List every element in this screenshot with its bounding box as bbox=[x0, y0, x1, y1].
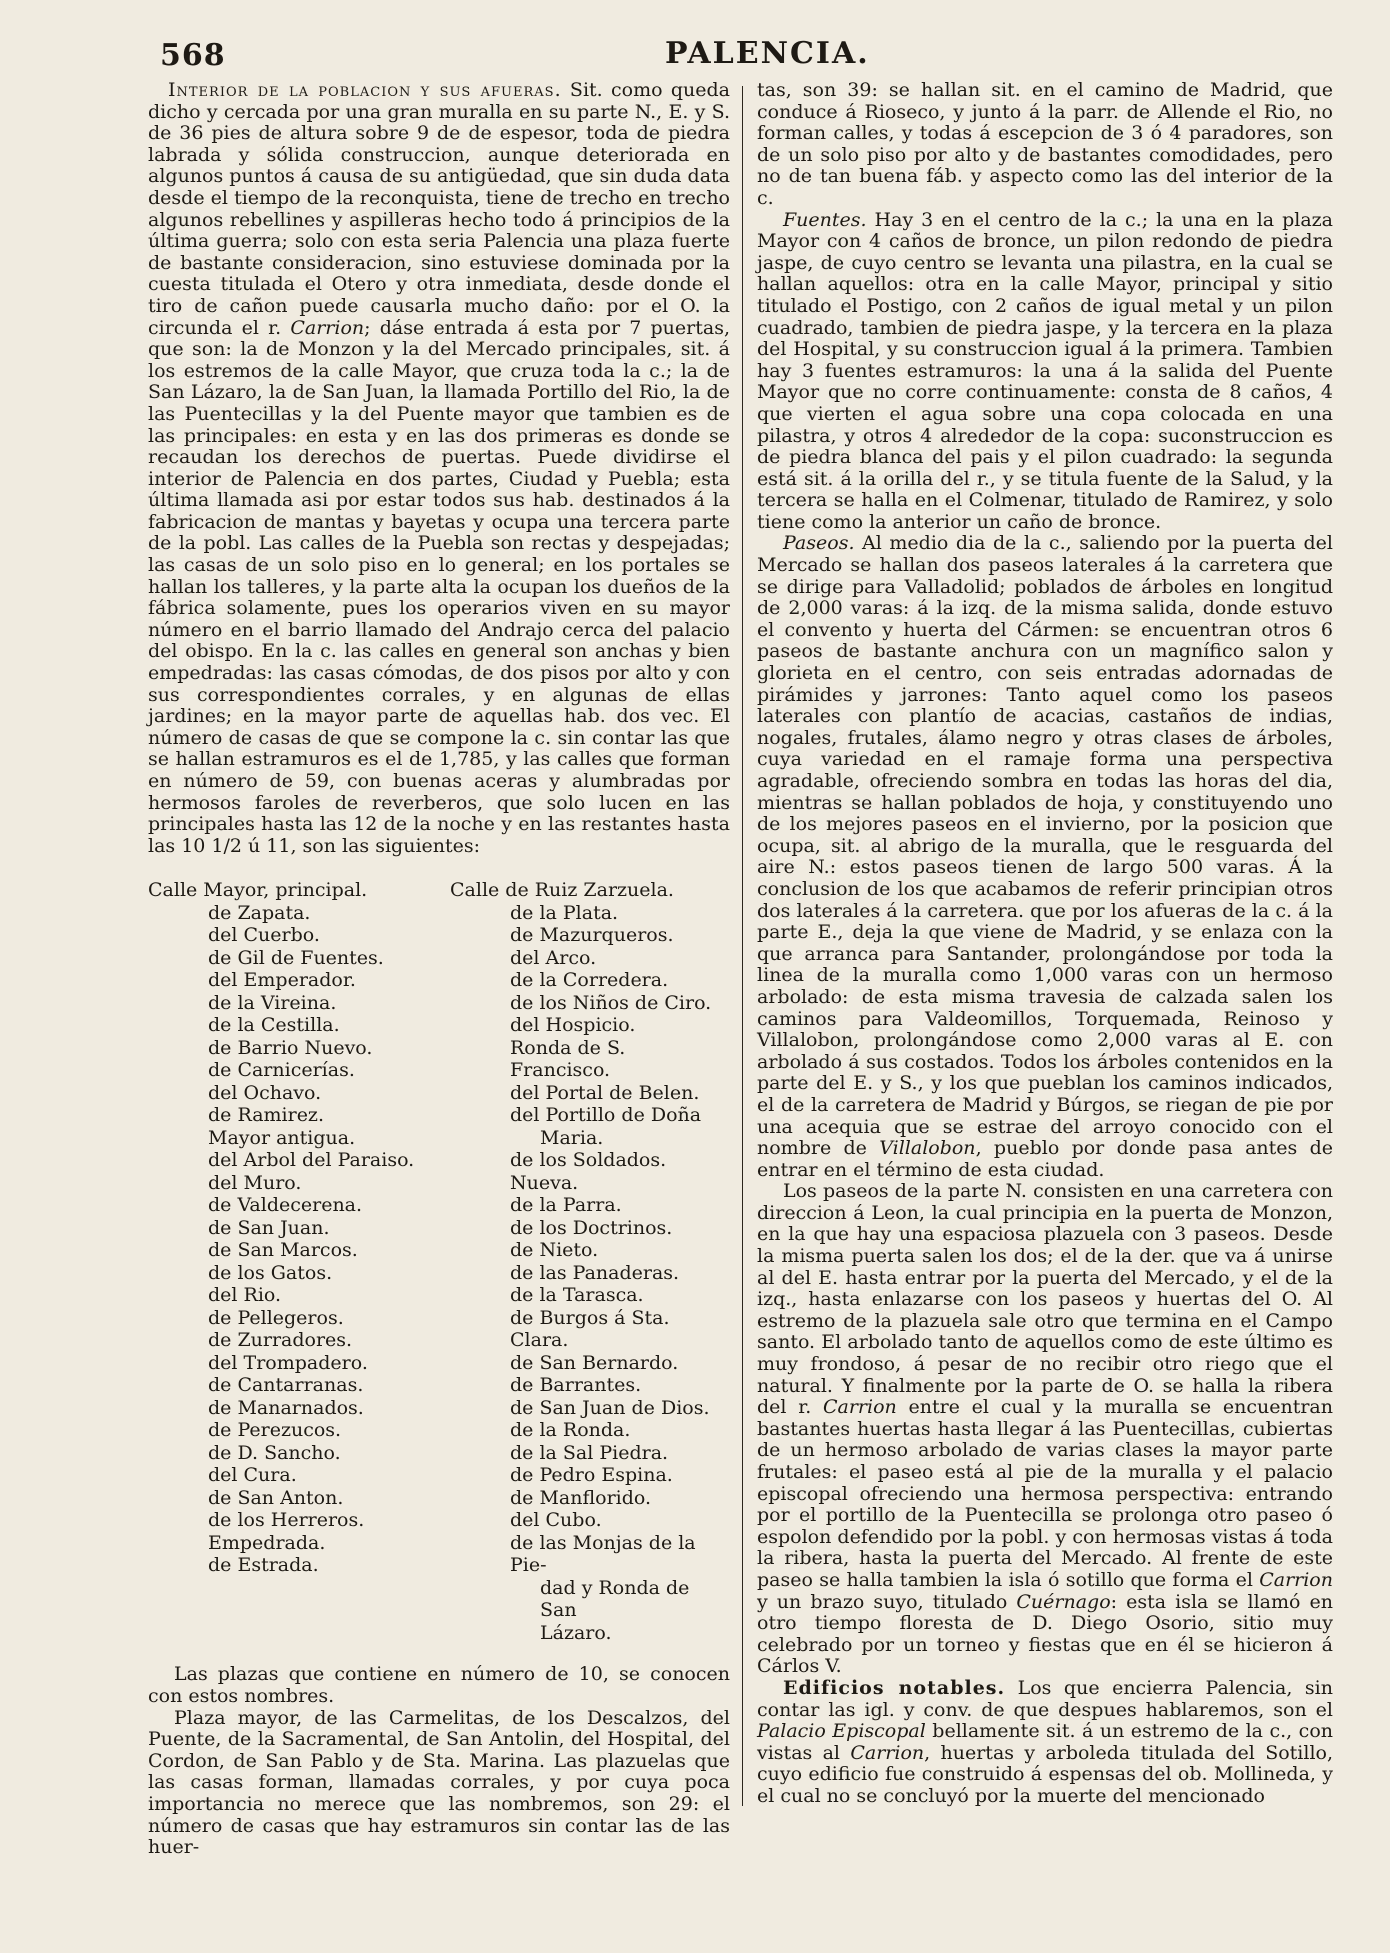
street-item: del Arco. bbox=[510, 946, 597, 969]
street-item: de la Plata. bbox=[510, 901, 619, 924]
street-item: de Barrantes. bbox=[510, 1374, 642, 1397]
street-item: Ronda de S. Francisco. bbox=[510, 1036, 626, 1082]
street-item: de San Juan. bbox=[208, 1216, 330, 1239]
page-number: 568 bbox=[160, 38, 226, 73]
street-item: del Cubo. bbox=[510, 1509, 602, 1532]
section-heading-paseos: Paseos. bbox=[783, 532, 855, 555]
street-list-column-1 bbox=[148, 879, 450, 1644]
street-item: de Valdecerena. bbox=[208, 1194, 363, 1217]
section-heading-fuentes: Fuentes. bbox=[783, 208, 867, 231]
street-item: de la Tarasca. bbox=[510, 1284, 644, 1307]
street-item: de los Gatos. bbox=[208, 1261, 333, 1284]
street-item: de Pellegeros. bbox=[208, 1306, 344, 1329]
street-item: de la Parra. bbox=[510, 1194, 622, 1217]
street-item: de la Vireina. bbox=[208, 991, 337, 1014]
street-item: del Trompadero. bbox=[208, 1351, 368, 1374]
street-item: Calle de Ruiz Zarzuela. bbox=[450, 879, 674, 902]
street-item: de Zapata. bbox=[208, 901, 311, 924]
street-item: de la Cestilla. bbox=[208, 1014, 340, 1037]
street-item: de Estrada. bbox=[208, 1554, 319, 1577]
street-item: Lázaro. bbox=[540, 1621, 612, 1644]
paragraph-plazas-intro: Las plazas que contiene en número de 10, se conocen con estos nombres. bbox=[148, 1663, 730, 1707]
street-item: de Cantarranas. bbox=[208, 1374, 364, 1397]
street-list-column-2 bbox=[450, 879, 730, 1644]
column-divider bbox=[742, 86, 743, 1806]
street-item: del Ochavo. bbox=[208, 1081, 322, 1104]
street-item: Empedrada. bbox=[208, 1531, 326, 1554]
street-item: de los Herreros. bbox=[208, 1509, 365, 1532]
street-item: de Mazurqueros. bbox=[510, 924, 674, 947]
left-column bbox=[148, 80, 730, 1859]
street-item: de los Niños de Ciro. bbox=[510, 991, 712, 1014]
street-item: de San Bernardo. bbox=[510, 1351, 679, 1374]
street-item: del Muro. bbox=[208, 1171, 302, 1194]
street-item: del Portillo de Doña bbox=[510, 1104, 702, 1127]
paragraph-paseos-norte: Los paseos de la parte N. consisten en una carretera con direccion á Leon, la cual principia en la puerta de Monzon, en la que hay una espaciosa plazuela con 3 paseos. Desde la misma puerta salen los dos; el de la der. que va á unirse al del E. hasta entrar por la puerta del Mercado, y el de la izq., hasta enlazarse con los paseos y huertas del O. Al estremo de la plazuela sale otro que termina en el Campo santo. El arbolado tanto de aquellos como de este último es muy frondoso, á pesar de no recibir otro riego que el natural. Y finalmente por la parte de O. se halla la ribera del r. Carrion entre el cual y la muralla se encuentran bastantes huertas hasta llegar á las Puentecillas, cubiertas de un hermoso arbolado de varias clases la mayor parte frutales: el paseo está al pie de la muralla y el palacio episcopal ofreciendo una hermosa perspectiva: entrando por el portillo de la Puentecilla se prolonga otro paseo ó espolon defendido por la pobl. y con hermosas vistas á toda la ribera, hasta la puerta del Mercado. Al frente de este paseo se halla tambien la isla ó sotillo que forma el Carrion y un brazo suyo, titulado Cuérnago: esta isla se llamó en otro tiempo floresta de D. Diego Osorio, sitio muy celebrado por un torneo y fiestas que en él se hicieron á Cárlos V. bbox=[757, 1180, 1334, 1678]
street-item: de Manarnados. bbox=[208, 1396, 364, 1419]
street-item: de Carnicerías. bbox=[208, 1059, 355, 1082]
street-item: de la Ronda. bbox=[510, 1419, 631, 1442]
street-item: de Pedro Espina. bbox=[510, 1464, 673, 1487]
street-item: Mayor antigua. bbox=[208, 1126, 356, 1149]
street-item: de Zurradores. bbox=[208, 1329, 353, 1352]
street-item: de D. Sancho. bbox=[208, 1441, 341, 1464]
street-item: de la Sal Piedra. bbox=[510, 1441, 669, 1464]
street-item: Calle Mayor, principal. bbox=[148, 879, 368, 902]
street-item: de Gil de Fuentes. bbox=[208, 946, 384, 969]
street-item: de Perezucos. bbox=[208, 1419, 342, 1442]
street-item: de Ramirez. bbox=[208, 1104, 324, 1127]
paragraph-plazas-list: Plaza mayor, de las Carmelitas, de los Descalzos, del Puente, de la Sacramental, de San Antolin, del Hospital, del Cordon, de San Pablo y de Sta. Marina. Las plazuelas que las casas forman, llamadas corrales, y por cuya poca importancia no merece que las nombremos, son 29: el número de casas que hay estramuros sin contar las de las huer- bbox=[148, 1706, 730, 1859]
street-item: de San Marcos. bbox=[208, 1239, 358, 1262]
street-item: Maria. bbox=[540, 1126, 604, 1149]
paragraph-paseos: Paseos. Al medio dia de la c., saliendo por la puerta del Mercado se hallan dos paseos laterales á la carretera que se dirige para Valladolid; poblados de árboles en longitud de 2,000 varas: á la izq. de la misma salida, donde estuvo el convento y huerta del Cármen: se encuentran otros 6 paseos de bastante anchura con un magnífico salon y glorieta en el centro, con seis entradas adornadas de pirámides y jarrones: Tanto aquel como los paseos laterales con plantío de acacias, castaños de indias, nogales, frutales, álamo negro y otras clases de árboles, cuya variedad en el ramaje forma una perspectiva agradable, ofreciendo sombra en todas las horas del dia, mientras se hallan poblados de hoja, y constituyendo uno de los mejores paseos en el invierno, por la posicion que ocupa, sit. al abrigo de la muralla, que le resguarda del aire N.: estos paseos tienen de largo 500 varas. Á la conclusion de los que acabamos de referir principian otros dos laterales á la carretera. que por los afueras de la c. á la parte E., deja la que viene de Madrid, y se enlaza con la que arranca para Santander, prolongándose por toda la linea de la muralla como 1,000 varas con un hermoso arbolado: de esta misma travesia de calzada salen los caminos para Valdeomillos, Torquemada, Reinoso y Villalobon, prolongándose como 2,000 varas al E. con arbolado á sus costados. Todos los árboles contenidos en la parte del E. y S., y los que pueblan los caminos indicados, el de la carretera de Madrid y Búrgos, se riegan de pie por una acequia que se estrae del arroyo conocido con el nombre de Villalobon, pueblo por donde pasa antes de entrar en el término de esta ciudad. bbox=[757, 532, 1333, 1181]
street-item: del Portal de Belen. bbox=[510, 1081, 700, 1104]
street-item: de Burgos á Sta. Clara. bbox=[510, 1306, 670, 1352]
section-heading-interior: Interior de la poblacion y sus afueras. bbox=[168, 79, 562, 101]
street-item: de Nieto. bbox=[510, 1239, 599, 1262]
street-item: de San Anton. bbox=[208, 1486, 344, 1509]
street-item: Nueva. bbox=[510, 1171, 579, 1194]
street-item: de los Soldados. bbox=[510, 1149, 667, 1172]
street-item: del Cura. bbox=[208, 1464, 297, 1487]
street-item: del Cuerbo. bbox=[208, 924, 320, 947]
street-item: del Rio. bbox=[208, 1284, 282, 1307]
paragraph-fuentes: Fuentes. Hay 3 en el centro de la c.; la una en la plaza Mayor con 4 caños de bronce, un pilon redondo de piedra jaspe, de cuyo centro se levanta una pilastra, en la cual se hallan aquellos: otra en la calle Mayor, principal y sitio titulado el Postigo, con 2 caños de igual metal y un pilon cuadrado, tambien de piedra jaspe, y la tercera en la plaza del Hospital, y su construccion igual á la primera. Tambien hay 3 fuentes estramuros: la una á la salida del Puente Mayor que no corre continuamente: consta de 8 caños, 4 que vierten el agua sobre una copa colocada en una pilastra, y otros 4 alrededor de la copa: suconstruccion es de piedra blanca del pais y el pilon cuadrado: la segunda está sit. á la orilla del r., y se titula fuente de la Salud, y la tercera se halla en el Colmenar, titulado de Ramirez, y solo tiene como la anterior un caño de bronce. bbox=[757, 208, 1333, 533]
street-item: de Manflorido. bbox=[510, 1486, 652, 1509]
paragraph-interior: Interior de la poblacion y sus afueras. Sit. como queda dicho y cercada por una gran muralla en su parte N., E. y S. de 36 pies de altura sobre 9 de de espesor, toda de piedra labrada y sólida construccion, aunque deteriorada en algunos puntos á causa de su antigüedad, que sin duda data desde el tiempo de la reconquista, tiene de trecho en trecho algunos rebellines y aspilleras hecho todo á principios de la última guerra; solo con esta seria Palencia una plaza fuerte de bastante consideracion, sino estuviese dominada por la cuesta titulada el Otero y otra inmediata, desde donde el tiro de cañon puede causarla mucho daño: por el O. la circunda el r. Carrion; dáse entrada á esta por 7 puertas, que son: la de Monzon y la del Mercado principales, sit. á los estremos de la calle Mayor, que cruza toda la c.; la de San Lázaro, la de San Juan, la llamada Portillo del Rio, la de las Puentecillas y la del Puente mayor que tambien es de las principales: en esta y en las dos primeras es donde se recaudan los derechos de puertas. Puede dividirse el interior de Palencia en dos partes, Ciudad y Puebla; esta última llamada asi por estar todos sus hab. destinados á la fabricacion de mantas y bayetas y ocupa una tercera parte de la pobl. Las calles de la Puebla son rectas y despejadas; las casas de un solo piso en lo general; en los portales se hallan los talleres, y la parte alta la ocupan los dueños de la fábrica solamente, pues los operarios viven en su mayor número en el barrio llamado del Andrajo cerca del palacio del obispo. En la c. las calles en general son anchas y bien empedradas: las casas cómodas, de dos pisos por alto y con sus correspondientes corrales, y en algunas de ellas jardines; en la mayor parte de aquellas hab. dos vec. El número de casas de que se compone la c. sin contar las que se hallan estramuros es el de 1,785, y las calles que forman en número de 59, con buenas aceras y alumbradas por hermosos faroles de reverberos, que solo lucen en las principales hasta las 12 de la noche y en las restantes hasta las 10 1/2 ú 11, son las siguientes: bbox=[148, 79, 730, 857]
street-item: del Arbol del Paraiso. bbox=[208, 1149, 415, 1172]
street-item: de las Panaderas. bbox=[510, 1261, 680, 1284]
paragraph-edificios: Edificios notables. Los que encierra Palencia, sin contar las igl. y conv. de que despues hablaremos, son el Palacio Episcopal bellamente sit. á un estremo de la c., con vistas al Carrion, huertas y arboleda titulada del Sotillo, cuyo edificio fue construido á espensas del ob. Mollineda, y el cual no se concluyó por la muerte del mencionado bbox=[757, 1676, 1333, 1807]
street-item: de Barrio Nuevo. bbox=[208, 1036, 373, 1059]
street-item: del Emperador. bbox=[208, 969, 356, 992]
street-item: de la Corredera. bbox=[510, 969, 669, 992]
street-list bbox=[148, 879, 730, 1644]
street-item: de San Juan de Dios. bbox=[510, 1396, 710, 1419]
street-item: dad y Ronda de San bbox=[540, 1576, 690, 1622]
section-heading-edificios: Edificios notables. bbox=[783, 1676, 1006, 1699]
street-item: de las Monjas de la Pie- bbox=[510, 1531, 696, 1577]
page-title: PALENCIA. bbox=[665, 36, 870, 71]
street-item: del Hospicio. bbox=[510, 1014, 636, 1037]
paragraph-huertas: tas, son 39: se hallan sit. en el camino de Madrid, que conduce á Rioseco, y junto á la parr. de Allende el Rio, no forman calles, y todas á escepcion de 3 ó 4 paradores, son de un solo piso por alto y de bastantes comodidades, pero no de tan buena fáb. y aspecto como las del interior de la c. bbox=[757, 79, 1333, 209]
right-column bbox=[757, 80, 1333, 1808]
street-item: de los Doctrinos. bbox=[510, 1216, 673, 1239]
